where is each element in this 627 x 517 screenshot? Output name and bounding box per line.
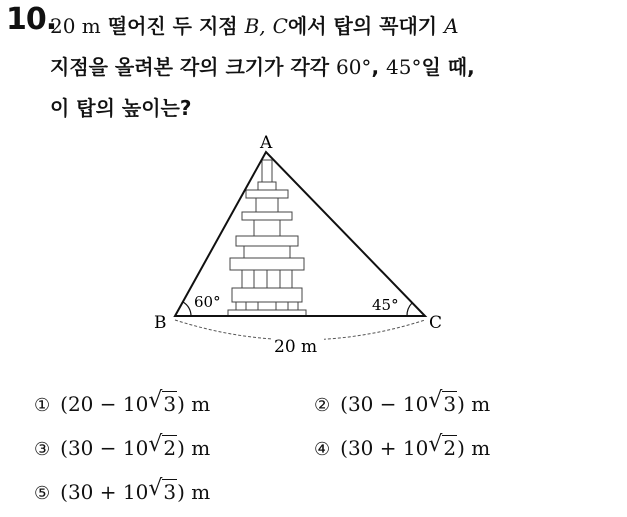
question-text: 에서 탑의 꼭대기 [287, 14, 438, 38]
choice-2-mark: ② [314, 395, 331, 416]
sqrt-symbol: √ 2 [148, 432, 177, 460]
angle-arc-c [407, 303, 412, 316]
angle-60: 60° [335, 55, 372, 79]
point-a-label: A [444, 14, 459, 38]
choice-1-radicand: 3 [163, 392, 177, 416]
choice-1-post: ) m [177, 392, 211, 416]
angle-b-label: 60° [194, 293, 221, 311]
choice-4-post: ) m [457, 436, 491, 460]
question-text: 떨어진 두 지점 [107, 14, 238, 38]
choice-3-pre: (30 − 10 [60, 436, 149, 460]
choice-3-radicand: 2 [163, 436, 177, 460]
choice-2-radicand: 3 [443, 392, 457, 416]
choice-2-pre: (30 − 10 [340, 392, 429, 416]
question-text: 일 때, [421, 55, 475, 79]
choice-3-mark: ③ [34, 439, 51, 460]
choice-4-radicand: 2 [443, 436, 457, 460]
choice-5-pre: (30 + 10 [60, 480, 149, 504]
angle-45: 45° [386, 55, 422, 79]
sqrt-symbol: √ 3 [428, 388, 457, 416]
choice-3[interactable] [34, 432, 211, 460]
choice-5-mark: ⑤ [34, 483, 51, 504]
choice-4-mark: ④ [314, 439, 331, 460]
tower-diagram [150, 128, 470, 358]
question-number: 10. [6, 2, 57, 37]
comma: , [371, 55, 380, 79]
choice-1-mark: ① [34, 395, 51, 416]
angle-c-label: 45° [372, 296, 399, 314]
choice-4-pre: (30 + 10 [340, 436, 429, 460]
point-b-label: B, [244, 14, 266, 38]
point-c-label: C [272, 14, 288, 38]
sqrt-symbol: √ 2 [428, 432, 457, 460]
label-c: C [429, 313, 443, 333]
choice-5-radicand: 3 [163, 480, 177, 504]
pagoda-tower-image [228, 160, 306, 316]
choice-1[interactable] [34, 388, 211, 416]
choice-5-post: ) m [177, 480, 211, 504]
label-b: B [154, 313, 167, 333]
question-line-2 [50, 51, 475, 80]
choice-3-post: ) m [177, 436, 211, 460]
choice-4[interactable] [314, 432, 491, 460]
label-a: A [260, 133, 273, 153]
sqrt-symbol: √ 3 [148, 476, 177, 504]
question-text: 지점을 올려본 각의 크기가 각각 [50, 55, 330, 79]
choice-5[interactable] [34, 476, 211, 504]
choice-2[interactable] [314, 388, 491, 416]
choice-1-pre: (20 − 10 [60, 392, 149, 416]
question-line-3: 이 탑의 높이는? [50, 96, 192, 120]
distance-value: 20 m [50, 14, 101, 38]
angle-arc-b [183, 302, 191, 316]
question-line-1 [50, 10, 459, 39]
sqrt-symbol: √ 3 [148, 388, 177, 416]
choice-2-post: ) m [457, 392, 491, 416]
base-length-label: 20 m [274, 337, 318, 357]
